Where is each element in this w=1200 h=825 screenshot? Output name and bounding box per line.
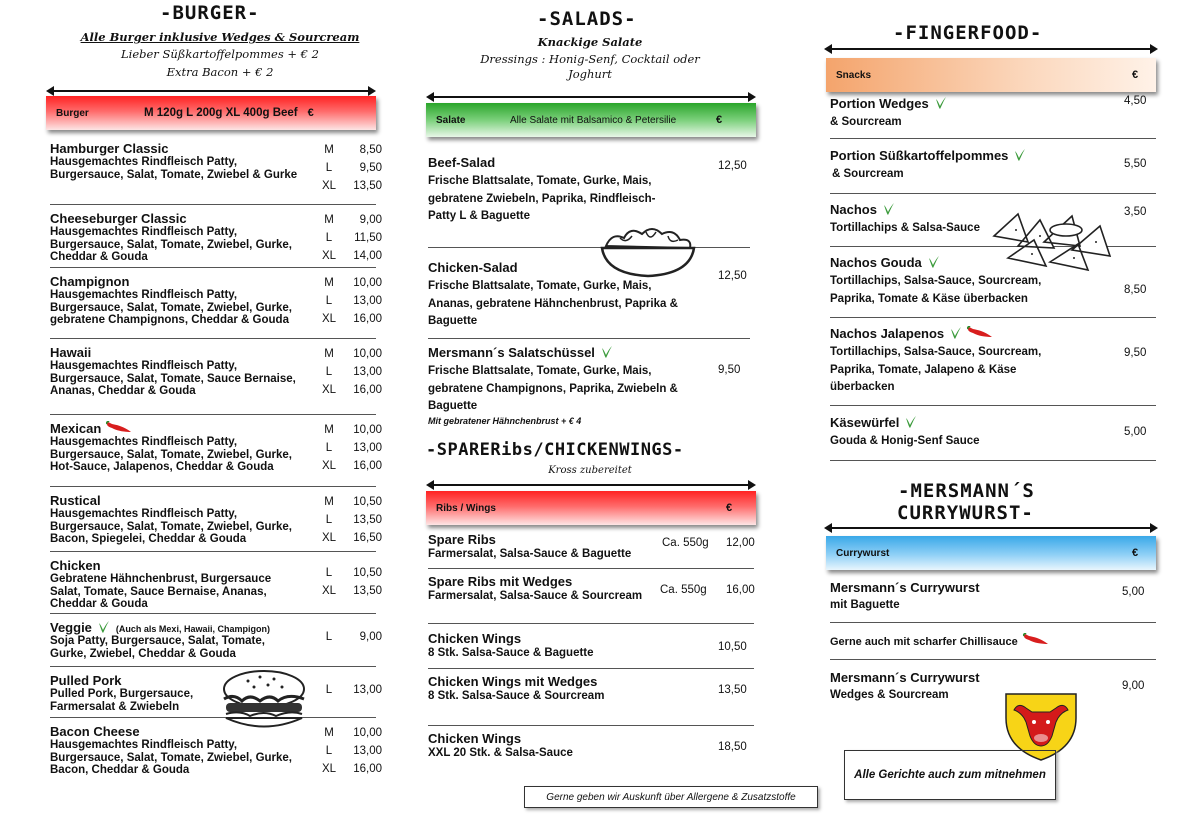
burger-header-sizes: M 120g L 200g XL 400g Beef xyxy=(144,107,298,119)
ribs-subtitle: Kross zubereitet xyxy=(548,465,632,476)
burger-price: 16,00 xyxy=(353,313,382,325)
burger-item-name-text: Rustical xyxy=(50,493,101,508)
burger-price: 13,50 xyxy=(353,585,382,597)
burger-size-label: L xyxy=(325,745,333,757)
salad-item-name-text: Chicken-Salad xyxy=(428,260,518,275)
burger-size-label: XL xyxy=(321,384,337,396)
fingerfood-header-bar xyxy=(826,58,1156,92)
ribs-item-name: Chicken Wings mit Wedges xyxy=(428,674,598,689)
burger-size-label: L xyxy=(325,631,333,643)
ribs-divider xyxy=(428,725,754,726)
burger-price-row xyxy=(316,247,386,265)
veggie-leaf-icon xyxy=(905,415,917,429)
burger-price: 14,00 xyxy=(353,250,382,262)
ribs-item-name: Chicken Wings xyxy=(428,731,522,746)
salad-divider xyxy=(428,247,750,248)
burger-header-label: Burger xyxy=(56,107,89,119)
fingerfood-item-name-text: Nachos Jalapenos xyxy=(830,326,945,341)
allergy-note-box: Gerne geben wir Auskunft über Allergene & Zusatzstoffe xyxy=(524,786,818,808)
currywurst-header-currency: € xyxy=(1132,547,1139,559)
burger-price-row xyxy=(316,381,386,399)
ribs-divider xyxy=(428,568,754,569)
burger-illustration xyxy=(220,667,308,733)
fingerfood-item-price: 5,00 xyxy=(1124,426,1147,438)
burger-item-prices xyxy=(316,493,386,547)
fingerfood-divider xyxy=(830,193,1156,194)
ribs-item-description: XXL 20 Stk. & Salsa-Sauce xyxy=(428,747,573,759)
fingerfood-item-price: 9,50 xyxy=(1124,347,1147,359)
salad-bowl-illustration xyxy=(598,222,698,280)
veggie-leaf-icon xyxy=(601,345,613,359)
salads-dressing-note: Dressings : Honig-Senf, Cocktail oder Joghurt xyxy=(480,52,700,81)
veggie-leaf-icon xyxy=(950,326,962,340)
veggie-leaf-icon xyxy=(928,255,940,269)
burger-price-row xyxy=(316,159,386,177)
fingerfood-divider xyxy=(830,138,1156,139)
burger-price: 13,00 xyxy=(353,295,382,307)
burger-divider xyxy=(50,267,376,268)
burger-divider xyxy=(50,551,376,552)
veggie-leaf-icon xyxy=(935,96,947,110)
currywurst-title-line2: CURRYWURST- xyxy=(897,502,1034,524)
currywurst-item xyxy=(830,580,1080,612)
burger-price: 13,00 xyxy=(353,684,382,696)
burger-price-row xyxy=(316,363,386,381)
fingerfood-item-name-text: Portion Wedges xyxy=(830,96,929,111)
currywurst-item-description: mit Baguette xyxy=(830,599,900,611)
burger-price-row xyxy=(316,177,386,195)
burger-size-label: L xyxy=(325,162,333,174)
burger-price-row xyxy=(316,760,386,778)
burger-size-label: XL xyxy=(321,585,337,597)
burger-price: 9,50 xyxy=(359,162,382,174)
burger-size-label: L xyxy=(325,514,333,526)
ribs-item xyxy=(428,574,668,603)
veggie-leaf-icon xyxy=(98,620,110,634)
burger-title: -BURGER- xyxy=(160,2,260,24)
fingerfood-title: -FINGERFOOD- xyxy=(893,22,1043,44)
ribs-header-bar xyxy=(426,491,756,525)
salad-item-description: Frische Blattsalate, Tomate, Gurke, Mais, gebratene Zwiebeln, Paprika, Rindfleisch-Patty L & Baguette xyxy=(428,175,656,222)
burger-divider xyxy=(50,666,376,667)
ribs-item-price: 18,50 xyxy=(718,741,747,753)
ribs-item-price: 16,00 xyxy=(726,584,755,596)
burger-size-label: M xyxy=(324,727,334,739)
burger-size-label: M xyxy=(324,348,334,360)
burger-price: 9,00 xyxy=(359,214,382,226)
burger-price-row xyxy=(316,211,386,229)
burger-divider xyxy=(50,613,376,614)
nachos-illustration xyxy=(988,206,1120,272)
burger-price-row xyxy=(316,493,386,511)
burger-header-bar xyxy=(46,96,376,130)
fingerfood-item xyxy=(830,148,1080,184)
burger-size-label: XL xyxy=(321,180,337,192)
fingerfood-item-description: & Sourcream xyxy=(832,168,904,180)
ribs-item-name: Spare Ribs mit Wedges xyxy=(428,574,573,589)
burger-size-label: M xyxy=(324,277,334,289)
currywurst-item-price: 5,00 xyxy=(1122,586,1145,598)
burger-item-note: (Auch als Mexi, Hawaii, Champigon) xyxy=(115,624,270,634)
fingerfood-item-description: Tortillachips, Salsa-Sauce, Sourcream, Paprika, Tomate & Käse überbacken xyxy=(830,275,1042,305)
fingerfood-item-price: 3,50 xyxy=(1124,206,1147,218)
fingerfood-item-name xyxy=(830,326,1080,341)
burger-price: 13,00 xyxy=(353,745,382,757)
chili-pepper-icon xyxy=(1022,633,1050,647)
burger-price-row xyxy=(316,681,386,699)
burger-item-description: Hausgemachtes Rindfleisch Patty, Burgersauce, Salat, Tomate, Zwiebel, Gurke, Hot-Sauce, Jalapenos, Cheddar & Gouda xyxy=(50,436,293,473)
ribs-item-description: 8 Stk. Salsa-Sauce & Sourcream xyxy=(428,690,605,702)
burger-price: 10,00 xyxy=(353,277,382,289)
burger-price-row xyxy=(316,345,386,363)
burger-subtitle: Alle Burger inklusive Wedges & Sourcream xyxy=(80,30,360,44)
currywurst-divider xyxy=(830,622,1156,623)
ribs-item-description: Farmersalat, Salsa-Sauce & Sourcream xyxy=(428,590,643,602)
ribs-header-currency: € xyxy=(726,502,733,514)
burger-size-label: XL xyxy=(321,250,337,262)
salad-item-name-text: Mersmann´s Salatschüssel xyxy=(428,345,595,360)
burger-divider xyxy=(50,717,376,718)
burger-price-row xyxy=(316,229,386,247)
burger-note-sweet-potato: Lieber Süßkartoffelpommes + € 2 xyxy=(121,47,319,61)
burger-divider xyxy=(50,204,376,205)
salad-item-description: Frische Blattsalate, Tomate, Gurke, Mais, Ananas, gebratene Hähnchenbrust, Paprika & Baguette xyxy=(428,280,678,327)
burger-item-prices xyxy=(316,345,386,399)
burger-price: 16,00 xyxy=(353,763,382,775)
fingerfood-item-description: Gouda & Honig-Senf Sauce xyxy=(830,435,980,447)
burger-price-row xyxy=(316,628,386,646)
salads-arrow-divider xyxy=(428,96,754,98)
fingerfood-item-description: & Sourcream xyxy=(830,116,902,128)
currywurst-item-price: 9,00 xyxy=(1122,680,1145,692)
salads-header-note: Alle Salate mit Balsamico & Petersilie xyxy=(510,114,677,126)
burger-item-description: Hausgemachtes Rindfleisch Patty, Burgersauce, Salat, Tomate, Zwiebel, Gurke, Cheddar & Gouda xyxy=(50,226,293,263)
burger-size-label: L xyxy=(325,295,333,307)
takeaway-note-box: Alle Gerichte auch zum mitnehmen xyxy=(844,750,1056,800)
fingerfood-header-currency: € xyxy=(1132,69,1139,81)
burger-size-label: L xyxy=(325,366,333,378)
burger-size-label: M xyxy=(324,144,334,156)
burger-item-name-text: Bacon Cheese xyxy=(50,724,140,739)
currywurst-spicy-note-text: Gerne auch mit scharfer Chillisauce xyxy=(830,636,1018,648)
salad-item-price: 12,50 xyxy=(718,160,747,172)
ribs-item xyxy=(428,631,668,660)
burger-size-label: M xyxy=(324,424,334,436)
fingerfood-item-name xyxy=(830,415,1080,430)
salads-subtitle: Knackige Salate xyxy=(537,35,643,49)
burger-item-prices xyxy=(316,421,386,475)
ribs-header-label: Ribs / Wings xyxy=(436,502,496,514)
burger-divider xyxy=(50,414,376,415)
fingerfood-item-description: Tortillachips & Salsa-Sauce xyxy=(830,222,980,234)
fingerfood-item-name-text: Nachos Gouda xyxy=(830,255,922,270)
burger-price: 10,50 xyxy=(353,496,382,508)
ribs-item-name: Spare Ribs xyxy=(428,532,496,547)
ribs-arrow-divider xyxy=(428,484,754,486)
burger-item-name-text: Veggie xyxy=(50,620,92,635)
salad-item xyxy=(428,155,688,226)
ribs-item xyxy=(428,532,668,561)
burger-item-description: Hausgemachtes Rindfleisch Patty, Burgersauce, Salat, Tomate, Zwiebel, Gurke, Bacon, Cheddar & Gouda xyxy=(50,739,293,776)
veggie-leaf-icon xyxy=(1014,148,1026,162)
burger-price-row xyxy=(316,421,386,439)
currywurst-title-line1: -MERSMANN´S xyxy=(898,480,1035,502)
burger-arrow-divider xyxy=(48,90,374,92)
currywurst-item-name: Mersmann´s Currywurst xyxy=(830,580,980,595)
salad-item-name xyxy=(428,345,688,360)
burger-price-row xyxy=(316,724,386,742)
burger-price: 13,00 xyxy=(353,442,382,454)
burger-size-label: M xyxy=(324,214,334,226)
burger-item-description: Hausgemachtes Rindfleisch Patty, Burgersauce, Salat, Tomate, Zwiebel, Gurke, Bacon, Spiegelei, Cheddar & Gouda xyxy=(50,508,293,545)
burger-size-label: XL xyxy=(321,313,337,325)
burger-divider xyxy=(50,486,376,487)
currywurst-divider xyxy=(830,659,1156,660)
fingerfood-divider xyxy=(830,460,1156,461)
burger-item-prices xyxy=(316,564,386,600)
fingerfood-item-name xyxy=(830,148,1080,163)
burger-price-row xyxy=(316,292,386,310)
fingerfood-item xyxy=(830,415,1080,451)
salads-header-label: Salate xyxy=(436,114,466,126)
burger-item-prices xyxy=(316,681,386,699)
ribs-item-description: 8 Stk. Salsa-Sauce & Baguette xyxy=(428,647,594,659)
burger-price-row xyxy=(316,742,386,760)
burger-price: 10,50 xyxy=(353,567,382,579)
salad-item-extra: Mit gebratener Hähnchenbrust + € 4 xyxy=(428,415,582,426)
salad-item xyxy=(428,345,688,426)
fingerfood-item-price: 4,50 xyxy=(1124,95,1147,107)
burger-size-label: XL xyxy=(321,532,337,544)
burger-price-row xyxy=(316,582,386,600)
burger-item-description: Gebratene Hähnchenbrust, Burgersauce Salat, Tomate, Sauce Bernaise, Ananas, Cheddar & Gouda xyxy=(50,573,272,610)
fingerfood-item xyxy=(830,96,1080,132)
currywurst-arrow-divider xyxy=(826,527,1156,529)
burger-item-name-text: Hamburger Classic xyxy=(50,141,169,156)
burger-size-label: L xyxy=(325,442,333,454)
burger-item-prices xyxy=(316,628,386,646)
burger-price: 13,50 xyxy=(353,180,382,192)
chili-pepper-icon xyxy=(966,326,994,340)
ribs-item-price: 10,50 xyxy=(718,641,747,653)
ribs-divider xyxy=(428,668,754,669)
ribs-item xyxy=(428,674,668,703)
fingerfood-divider xyxy=(830,405,1156,406)
veggie-leaf-icon xyxy=(883,202,895,216)
burger-item-prices xyxy=(316,274,386,328)
salad-item-price: 12,50 xyxy=(718,270,747,282)
burger-price: 11,50 xyxy=(354,232,382,244)
salads-title: -SALADS- xyxy=(537,8,637,30)
burger-item-description: Hausgemachtes Rindfleisch Patty, Burgersauce, Salat, Tomate, Zwiebel & Gurke xyxy=(50,156,298,181)
burger-size-label: L xyxy=(325,567,333,579)
ribs-title: -SPARERibs/CHICKENWINGS- xyxy=(426,440,684,460)
burger-size-label: XL xyxy=(321,460,337,472)
burger-item-description: Hausgemachtes Rindfleisch Patty, Burgersauce, Salat, Tomate, Sauce Bernaise, Ananas, Cheddar & Gouda xyxy=(50,360,296,397)
burger-item-prices xyxy=(316,724,386,778)
burger-item-name-text: Cheeseburger Classic xyxy=(50,211,187,226)
ribs-item-weight: Ca. 550g xyxy=(662,537,709,549)
fingerfood-item-name-text: Nachos xyxy=(830,202,877,217)
fingerfood-item-name-text: Portion Süßkartoffelpommes xyxy=(830,148,1009,163)
burger-price-row xyxy=(316,310,386,328)
salad-item-price: 9,50 xyxy=(718,364,741,376)
fingerfood-item-name xyxy=(830,96,1080,111)
burger-price: 16,50 xyxy=(353,532,382,544)
salads-header-currency: € xyxy=(716,114,723,126)
fingerfood-divider xyxy=(830,317,1156,318)
burger-size-label: L xyxy=(325,684,333,696)
burger-item-name-text: Pulled Pork xyxy=(50,673,122,688)
burger-price: 16,00 xyxy=(353,460,382,472)
chili-pepper-icon xyxy=(105,421,133,435)
salad-divider xyxy=(428,338,750,339)
salad-item-name-text: Beef-Salad xyxy=(428,155,496,170)
currywurst-item-name: Mersmann´s Currywurst xyxy=(830,670,980,685)
ribs-item-price: 12,00 xyxy=(726,537,755,549)
burger-item-name-text: Chicken xyxy=(50,558,101,573)
fingerfood-header-label: Snacks xyxy=(836,69,872,81)
fingerfood-item-description: Tortillachips, Salsa-Sauce, Sourcream, Paprika, Tomate, Jalapeno & Käse überbacken xyxy=(830,346,1042,393)
burger-price: 16,00 xyxy=(353,384,382,396)
fingerfood-item-price: 5,50 xyxy=(1124,158,1147,170)
burger-note-bacon: Extra Bacon + € 2 xyxy=(166,65,274,79)
burger-price: 10,00 xyxy=(353,348,382,360)
burger-price-row xyxy=(316,564,386,582)
burger-item-name-text: Champignon xyxy=(50,274,130,289)
salad-item-description: Frische Blattsalate, Tomate, Gurke, Mais, gebratene Champignons, Paprika, Zwiebeln & Baguette xyxy=(428,365,678,412)
ribs-item-price: 13,50 xyxy=(718,684,747,696)
fingerfood-item xyxy=(830,326,1080,397)
burger-item-name-text: Mexican xyxy=(50,421,102,436)
burger-item-name-text: Hawaii xyxy=(50,345,92,360)
currywurst-header-label: Currywurst xyxy=(836,547,890,559)
fingerfood-arrow-divider xyxy=(826,48,1156,50)
burger-size-label: M xyxy=(324,496,334,508)
burger-price-row xyxy=(316,141,386,159)
burger-price-row xyxy=(316,439,386,457)
burger-price-row xyxy=(316,529,386,547)
burger-divider xyxy=(50,338,376,339)
burger-price: 13,00 xyxy=(353,366,382,378)
burger-price-row xyxy=(316,274,386,292)
burger-size-label: L xyxy=(325,232,333,244)
currywurst-header-bar xyxy=(826,536,1156,570)
burger-header-currency: € xyxy=(307,107,314,119)
burger-item-description: Hausgemachtes Rindfleisch Patty, Burgersauce, Salat, Tomate, Zwiebel, Gurke, gebratene Champignons, Cheddar & Gouda xyxy=(50,289,293,326)
burger-item-prices xyxy=(316,141,386,195)
currywurst-spicy-note xyxy=(830,633,1050,649)
burger-price: 8,50 xyxy=(359,144,382,156)
fingerfood-item-price: 8,50 xyxy=(1124,284,1147,296)
ribs-item-name: Chicken Wings xyxy=(428,631,522,646)
fingerfood-item-name-text: Käsewürfel xyxy=(830,415,900,430)
burger-item-prices xyxy=(316,211,386,265)
burger-price-row xyxy=(316,511,386,529)
ribs-divider xyxy=(428,623,754,624)
burger-size-label: XL xyxy=(321,763,337,775)
salads-header-bar xyxy=(426,103,756,137)
ribs-item xyxy=(428,731,668,760)
ribs-item-weight: Ca. 550g xyxy=(660,584,707,596)
burger-price: 10,00 xyxy=(353,727,382,739)
burger-item-description: Pulled Pork, Burgersauce, Farmersalat & Zwiebeln xyxy=(50,688,194,713)
burger-price: 10,00 xyxy=(353,424,382,436)
salad-item-name xyxy=(428,155,688,170)
ribs-item-description: Farmersalat, Salsa-Sauce & Baguette xyxy=(428,548,632,560)
currywurst-item-description: Wedges & Sourcream xyxy=(830,689,949,701)
burger-price: 9,00 xyxy=(359,631,382,643)
burger-price-row xyxy=(316,457,386,475)
burger-price: 13,50 xyxy=(353,514,382,526)
burger-item-description: Soja Patty, Burgersauce, Salat, Tomate, Gurke, Zwiebel, Cheddar & Gouda xyxy=(50,635,265,660)
